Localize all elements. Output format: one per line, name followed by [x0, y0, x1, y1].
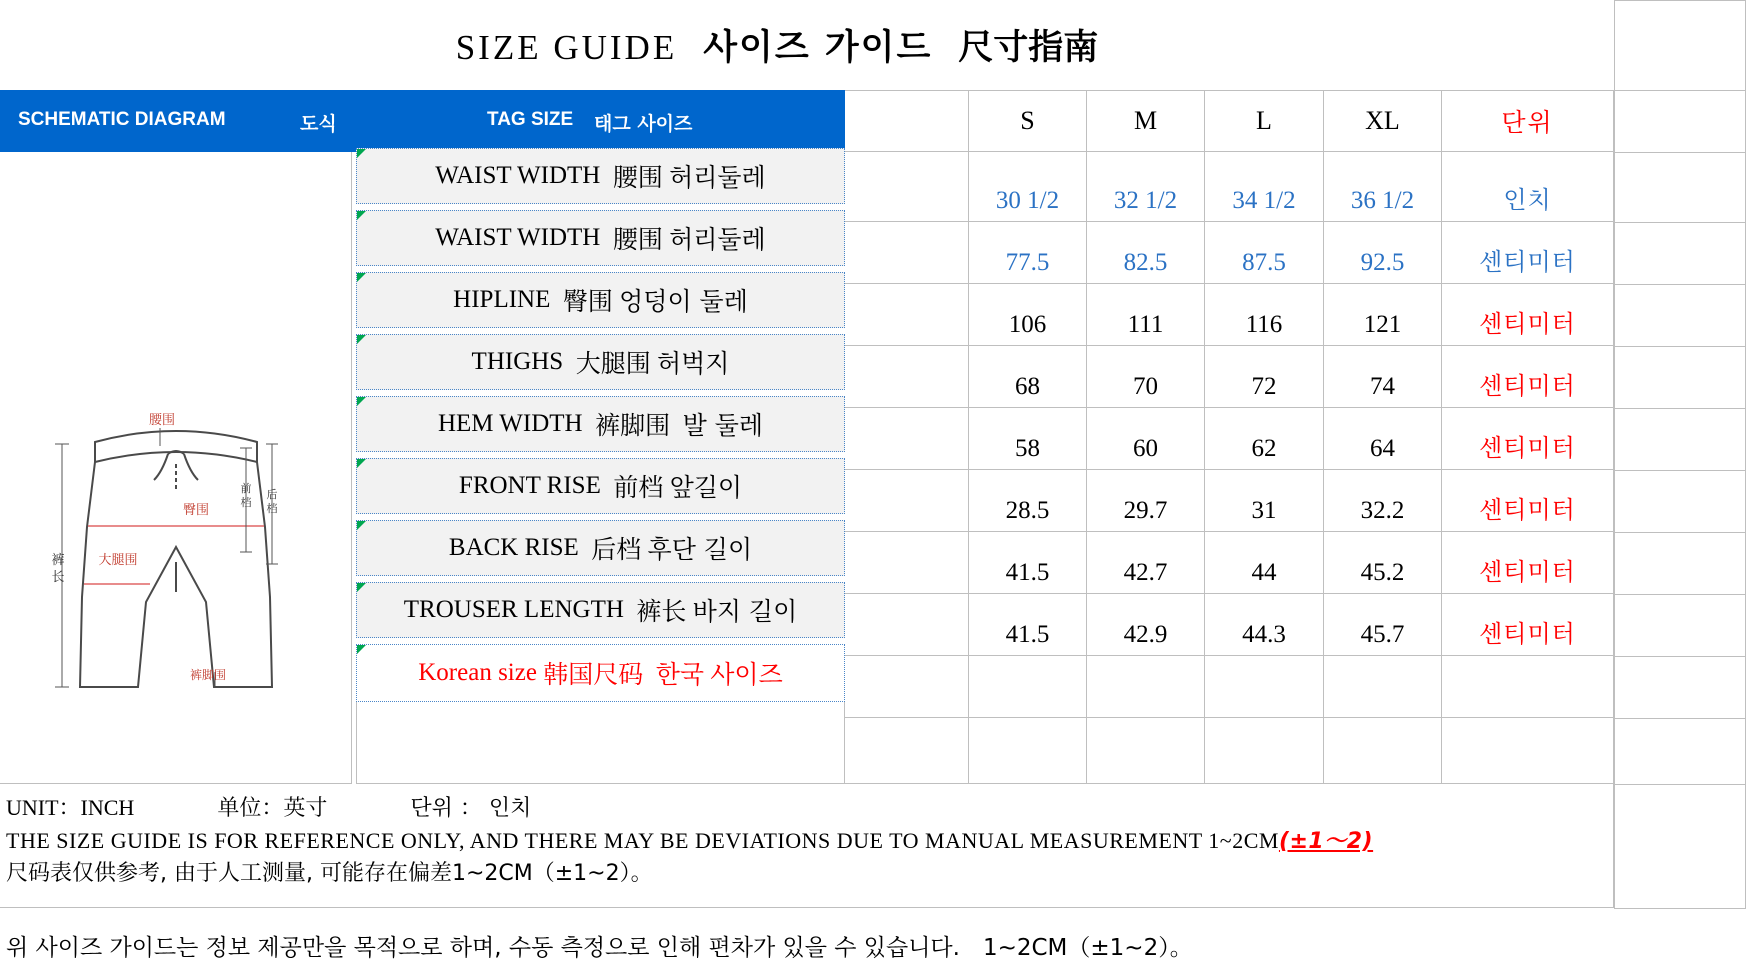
- comment-corner-icon: [357, 149, 366, 158]
- header-size-m: M: [1087, 90, 1205, 152]
- empty-cell-l: [1205, 718, 1324, 784]
- cell-back-rise-l: 44: [1205, 532, 1324, 594]
- row-label-cn: 腰围: [612, 163, 663, 192]
- cell-front-rise-m: 29.7: [1087, 470, 1205, 532]
- diagram-label-hem: 裤脚围: [189, 668, 227, 682]
- cell-trouser-length-s: 41.5: [969, 594, 1087, 656]
- cell-front-rise-s: 28.5: [969, 470, 1087, 532]
- row-label-back-rise: [356, 520, 845, 576]
- empty-row-label: [356, 702, 845, 784]
- cell-thighs-l: 72: [1205, 346, 1324, 408]
- comment-corner-icon: [357, 335, 366, 344]
- cell-hipline-unit: 센티미터: [1442, 284, 1614, 346]
- comment-corner-icon: [357, 645, 366, 654]
- header-unit: 단위: [1442, 90, 1614, 152]
- spacer-cell: [845, 346, 969, 408]
- page-title: [0, 0, 1615, 90]
- cell-waist-cm-s: 77.5: [969, 222, 1087, 284]
- cell-trouser-length-l: 44.3: [1205, 594, 1324, 656]
- cell-hipline-l: 116: [1205, 284, 1324, 346]
- empty-cell-unit: [1442, 718, 1614, 784]
- cell-korean-size-s: [969, 656, 1087, 718]
- spacer-cell: [845, 718, 969, 784]
- page-title-kr: 사이즈 가이드: [703, 28, 933, 68]
- diagram-label-back-rise: 后档: [266, 488, 278, 515]
- row-label-cn: 大腿围: [575, 349, 651, 378]
- cell-waist-inch-xl: 36 1/2: [1324, 152, 1442, 222]
- cell-hem-s: 58: [969, 408, 1087, 470]
- header-schematic-en: SCHEMATIC DIAGRAM: [18, 109, 226, 130]
- cell-back-rise-m: 42.7: [1087, 532, 1205, 594]
- cell-korean-size-m: [1087, 656, 1205, 718]
- row-label-en: HEM WIDTH: [437, 410, 583, 437]
- row-label-waist-inch: [356, 148, 845, 204]
- row-label-waist-cm: [356, 210, 845, 266]
- row-label-kr: 허벅지: [656, 349, 730, 378]
- cell-waist-inch-l: 34 1/2: [1205, 152, 1324, 222]
- header-spacer-cell: [845, 90, 969, 152]
- cell-waist-cm-unit: 센티미터: [1442, 222, 1614, 284]
- cell-hipline-xl: 121: [1324, 284, 1442, 346]
- diagram-label-front-rise: 前档: [240, 482, 252, 509]
- cell-waist-inch-m: 32 1/2: [1087, 152, 1205, 222]
- note-unit-en: UNIT：INCH: [6, 795, 135, 820]
- empty-cell-s: [969, 718, 1087, 784]
- row-label-kr: 허리둘레: [669, 163, 766, 192]
- cell-waist-cm-m: 82.5: [1087, 222, 1205, 284]
- row-label-cn: 前档: [613, 473, 664, 502]
- comment-corner-icon: [357, 397, 366, 406]
- note-disclaimer-kr: 위 사이즈 가이드는 정보 제공만을 목적으로 하며, 수동 측정으로 인해 편차가 있을 수 있습니다. 1~2CM（±1~2）。: [6, 935, 1193, 961]
- row-label-cn: 裤脚围: [595, 411, 671, 440]
- spacer-cell: [845, 470, 969, 532]
- cell-front-rise-unit: 센티미터: [1442, 470, 1614, 532]
- row-label-kr: 바지 길이: [692, 597, 798, 626]
- row-label-cn: 后档: [591, 535, 642, 564]
- table-header-band: [0, 90, 845, 152]
- row-label-hem-width: [356, 396, 845, 452]
- comment-corner-icon: [357, 211, 366, 220]
- row-label-cn: 腰围: [612, 225, 663, 254]
- right-empty-columns: [1614, 0, 1746, 971]
- spacer-cell: [845, 656, 969, 718]
- schematic-diagram: [0, 152, 352, 784]
- cell-hipline-m: 111: [1087, 284, 1205, 346]
- note-unit-cn: 单位：英寸: [217, 796, 328, 821]
- row-label-kr: 허리둘레: [669, 225, 766, 254]
- header-size-l: L: [1205, 90, 1324, 152]
- row-label-front-rise: [356, 458, 845, 514]
- cell-trouser-length-m: 42.9: [1087, 594, 1205, 656]
- row-label-en: WAIST WIDTH: [435, 224, 601, 251]
- spacer-cell: [845, 284, 969, 346]
- cell-back-rise-s: 41.5: [969, 532, 1087, 594]
- empty-cell-m: [1087, 718, 1205, 784]
- note-deviation: (±1～2): [1278, 829, 1374, 854]
- shorts-technical-drawing: [0, 152, 352, 784]
- page-title-en: SIZE GUIDE: [455, 28, 678, 67]
- cell-korean-size-unit: [1442, 656, 1614, 718]
- cell-trouser-length-xl: 45.7: [1324, 594, 1442, 656]
- cell-hipline-s: 106: [969, 284, 1087, 346]
- cell-hem-m: 60: [1087, 408, 1205, 470]
- cell-front-rise-l: 31: [1205, 470, 1324, 532]
- note-unit-kr: 단위 ： 인치: [410, 796, 532, 821]
- row-label-trouser-length: [356, 582, 845, 638]
- cell-back-rise-unit: 센티미터: [1442, 532, 1614, 594]
- diagram-label-hip: 臀围: [182, 503, 210, 518]
- spacer-cell: [845, 532, 969, 594]
- cell-waist-cm-l: 87.5: [1205, 222, 1324, 284]
- row-label-en: BACK RISE: [448, 534, 579, 561]
- diagram-label-waist: 腰围: [148, 413, 176, 428]
- note-disclaimer-en: THE SIZE GUIDE IS FOR REFERENCE ONLY, AND THERE MAY BE DEVIATIONS DUE TO MANUAL MEASUREMENT 1~2CM: [6, 828, 1279, 853]
- korean-size-en: Korean size: [418, 659, 537, 686]
- diagram-label-length: 裤长: [51, 553, 65, 585]
- cell-hem-l: 62: [1205, 408, 1324, 470]
- cell-back-rise-xl: 45.2: [1324, 532, 1442, 594]
- cell-waist-cm-xl: 92.5: [1324, 222, 1442, 284]
- spacer-cell: [845, 152, 969, 222]
- empty-cell-xl: [1324, 718, 1442, 784]
- header-tag-size-kr: 태그 사이즈: [594, 113, 693, 135]
- cell-trouser-length-unit: 센티미터: [1442, 594, 1614, 656]
- row-label-en: TROUSER LENGTH: [403, 596, 624, 623]
- comment-corner-icon: [357, 459, 366, 468]
- comment-corner-icon: [357, 273, 366, 282]
- cell-thighs-s: 68: [969, 346, 1087, 408]
- comment-corner-icon: [357, 521, 366, 530]
- page-title-cn: 尺寸指南: [958, 28, 1099, 68]
- note-disclaimer-cn: 尺码表仅供参考, 由于人工测量, 可能存在偏差1~2CM（±1~2）。: [6, 861, 653, 886]
- cell-thighs-xl: 74: [1324, 346, 1442, 408]
- diagram-label-thigh: 大腿围: [98, 553, 138, 568]
- korean-size-cn: 韩国尺码: [543, 662, 644, 689]
- row-label-kr: 앞길이: [669, 473, 743, 502]
- cell-front-rise-xl: 32.2: [1324, 470, 1442, 532]
- cell-thighs-unit: 센티미터: [1442, 346, 1614, 408]
- row-label-kr: 발 둘레: [682, 411, 764, 440]
- row-label-kr: 후단 길이: [647, 535, 753, 564]
- cell-korean-size-l: [1205, 656, 1324, 718]
- cell-hem-xl: 64: [1324, 408, 1442, 470]
- note-unit-line: [6, 792, 1613, 825]
- row-label-thighs: [356, 334, 845, 390]
- spacer-cell: [845, 408, 969, 470]
- cell-waist-inch-unit: 인치: [1442, 152, 1614, 222]
- note-disclaimer-en-line: [6, 825, 1613, 858]
- footer-notes: [0, 784, 1614, 908]
- row-label-cn: 臀围: [562, 287, 613, 316]
- header-size-s: S: [969, 90, 1087, 152]
- row-label-hipline: [356, 272, 845, 328]
- row-label-en: FRONT RISE: [458, 472, 601, 499]
- header-tag-size-en: TAG SIZE: [487, 109, 574, 130]
- row-label-en: WAIST WIDTH: [435, 162, 601, 189]
- row-label-cn: 裤长: [636, 597, 687, 626]
- cell-hem-unit: 센티미터: [1442, 408, 1614, 470]
- cell-korean-size-xl: [1324, 656, 1442, 718]
- spacer-cell: [845, 594, 969, 656]
- header-schematic-cn: 도식: [300, 113, 337, 135]
- cell-waist-inch-s: 30 1/2: [969, 152, 1087, 222]
- cell-thighs-m: 70: [1087, 346, 1205, 408]
- row-label-korean-size: [356, 644, 845, 702]
- comment-corner-icon: [357, 583, 366, 592]
- row-label-en: THIGHS: [471, 348, 564, 375]
- row-label-kr: 엉덩이 둘레: [619, 287, 748, 316]
- row-label-en: HIPLINE: [453, 286, 551, 313]
- korean-size-kr: 한국 사이즈: [655, 662, 783, 689]
- header-size-xl: XL: [1324, 90, 1442, 152]
- spacer-cell: [845, 222, 969, 284]
